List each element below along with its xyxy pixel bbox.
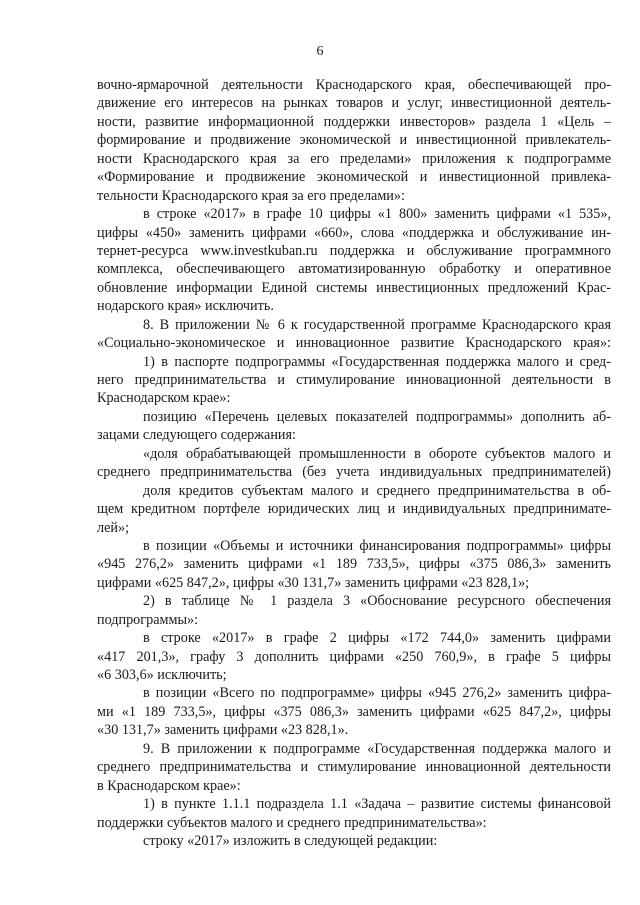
text-line: среднего предпринимательства (без учета индивидуальных предпринимателей) (97, 464, 611, 481)
text-line: «417 201,3», графу 3 дополнить цифрами «250 760,9», в графе 5 цифры (97, 648, 611, 665)
text-line: в позиции «Всего по подпрограмме» цифры «945 276,2» заменить цифра- (143, 685, 611, 702)
text-line: вочно-ярмарочной деятельности Краснодарского края, обеспечивающей про- (97, 77, 611, 93)
text-line: 9. В приложении к подпрограмме «Государственная поддержка малого и (143, 740, 611, 757)
page-number: 6 (316, 44, 324, 59)
text-line: 2) в таблице № 1 раздела 3 «Обоснование ресурсного обеспечения (143, 593, 611, 610)
text-line: «Формирование и продвижение экономической и инвестиционной привлека- (97, 169, 611, 186)
text-line: лей»; (97, 519, 130, 536)
text-line: в Краснодарском крае»: (97, 777, 241, 794)
text-line: «Социально-экономическое и инновационное развитие Краснодарского края»: (97, 335, 611, 352)
text-line: ми «1 189 733,5», цифры «375 086,3» заменить цифрами «625 847,2», цифры (97, 703, 611, 720)
text-line: ности, развитие информационной поддержки инвесторов» раздела 1 «Цель – (97, 113, 611, 130)
text-line: тернет-ресурса www.investkuban.ru поддержка и обслуживание программного (97, 242, 611, 259)
text-line: 1) в пункте 1.1.1 подраздела 1.1 «Задача – развитие системы финансовой (143, 796, 611, 813)
text-line: «30 131,7» заменить цифрами «23 828,1». (97, 722, 349, 739)
text-line: позицию «Перечень целевых показателей подпрограммы» дополнить аб- (143, 408, 611, 425)
text-line: движение его интересов на рынках товаров и услуг, инвестиционной деятель- (97, 95, 611, 112)
text-line: среднего предпринимательства и стимулирование инновационной деятельности (97, 759, 611, 776)
text-line: нодарского края» исключить. (97, 298, 274, 315)
text-line: «доля обрабатывающей промышленности в обороте субъектов малого и (143, 445, 611, 462)
text-line: доля кредитов субъектам малого и среднего предпринимательства в об- (143, 482, 611, 499)
text-line: «6 303,6» исключить; (97, 667, 227, 683)
text-line: в строке «2017» в графе 2 цифры «172 744,0» заменить цифрами (143, 630, 611, 647)
text-line: тельности Краснодарского края за его пределами»: (97, 187, 405, 204)
text-line: цифры «450» заменить цифрами «660», слова «поддержка и обслуживание ин- (97, 224, 611, 241)
text-line: зацами следующего содержания: (97, 427, 296, 444)
document-body (97, 76, 611, 850)
text-line: в строке «2017» в графе 10 цифры «1 800» заменить цифрами «1 535», (143, 206, 611, 223)
text-line: обновление информации Единой системы инвестиционных предложений Крас- (97, 279, 611, 296)
text-line: «945 276,2» заменить цифрами «1 189 733,5», цифры «375 086,3» заменить (97, 556, 611, 573)
text-line: поддержки субъектов малого и среднего предпринимательства»: (97, 814, 487, 831)
text-line: цифрами «625 847,2», цифры «30 131,7» заменить цифрами «23 828,1»; (97, 574, 530, 591)
text-line: ности Краснодарского края за его пределами» приложения к подпрограмме (97, 150, 611, 167)
text-line: комплекса, обеспечивающего автоматизированную обработку и оперативное (97, 261, 611, 278)
text-line: щем кредитном портфеле юридических лиц и индивидуальных предпринимате- (97, 501, 611, 518)
text-line: строку «2017» изложить в следующей редакции: (143, 832, 438, 849)
text-line: него предпринимательства и стимулирование инновационной деятельности в (97, 372, 611, 388)
text-line: в позиции «Объемы и источники финансирования подпрограммы» цифры (143, 537, 611, 554)
text-line: 1) в паспорте подпрограммы «Государственная поддержка малого и сред- (143, 353, 611, 370)
text-line: формирование и продвижение экономической и инвестиционной привлекатель- (97, 132, 611, 149)
text-line: подпрограммы»: (97, 611, 199, 628)
text-line: Краснодарском крае»: (97, 390, 231, 407)
text-line: 8. В приложении № 6 к государственной программе Краснодарского края (143, 316, 611, 333)
